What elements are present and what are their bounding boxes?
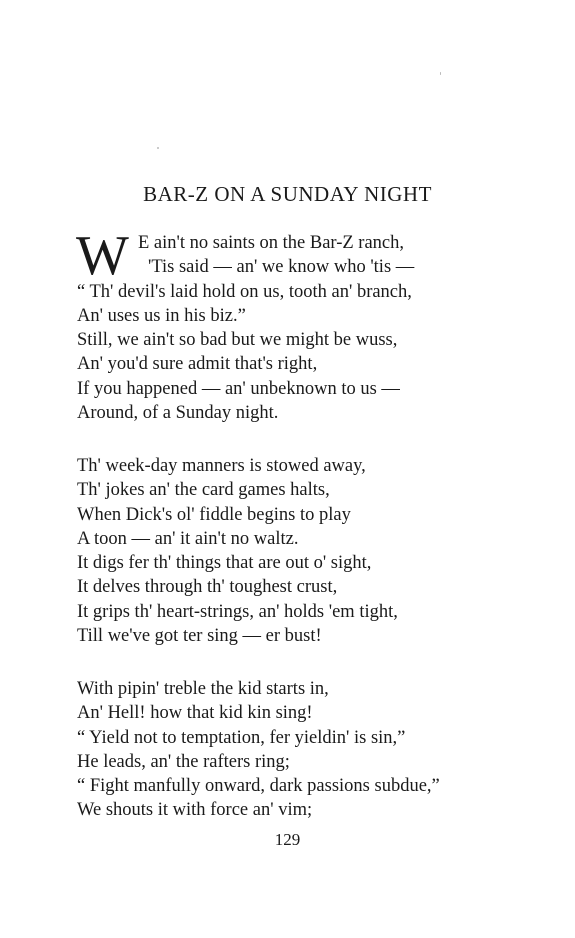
poem-line: Still, we ain't so bad but we might be wuss,: [77, 330, 398, 351]
poem-line: 'Tis said — an' we know who 'tis —: [148, 257, 415, 278]
first-line-text: E ain't no saints on the Bar-Z ranch,: [138, 233, 405, 253]
poem-line: “ Yield not to temptation, fer yieldin' is sin,”: [77, 727, 406, 748]
poem-line: An' you'd sure admit that's right,: [77, 354, 318, 375]
paper-speck: [157, 147, 159, 149]
page-number: 129: [274, 830, 301, 849]
drop-cap: W: [76, 225, 129, 287]
poem-line: It delves through th' toughest crust,: [77, 577, 338, 598]
poem-line: An' Hell! how that kid kin sing!: [77, 703, 313, 724]
poem-line: “ Fight manfully onward, dark passions subdue,”: [77, 776, 440, 797]
poem-line: We shouts it with force an' vim;: [77, 800, 313, 821]
poem-line: Th' week-day manners is stowed away,: [77, 456, 366, 476]
paper-speck: [440, 72, 441, 75]
poem-line: Around, of a Sunday night.: [77, 403, 279, 424]
poem-line: If you happened — an' unbeknown to us —: [77, 378, 400, 399]
poem-line: When Dick's ol' fiddle begins to play: [77, 504, 351, 525]
stanza-1: [76, 225, 547, 425]
poem-line: Till we've got ter sing — er bust!: [77, 626, 322, 647]
poem-title: BAR-Z ON A SUNDAY NIGHT: [143, 182, 432, 206]
poem-line: A toon — an' it ain't no waltz.: [77, 528, 299, 549]
poem-line: It digs fer th' things that are out o' sight,: [77, 553, 372, 574]
poem-line: With pipin' treble the kid starts in,: [77, 679, 329, 699]
poem-line: He leads, an' the rafters ring;: [77, 751, 290, 772]
poem-line: It grips th' heart-strings, an' holds 'em tight,: [77, 601, 398, 622]
poem-line: Th' jokes an' the card games halts,: [77, 480, 330, 501]
poem-line: “ Th' devil's laid hold on us, tooth an' branch,: [77, 281, 412, 302]
poem-line: An' uses us in his biz.”: [77, 305, 246, 326]
stanza-2: [77, 454, 547, 648]
stanza-3: [77, 677, 547, 823]
